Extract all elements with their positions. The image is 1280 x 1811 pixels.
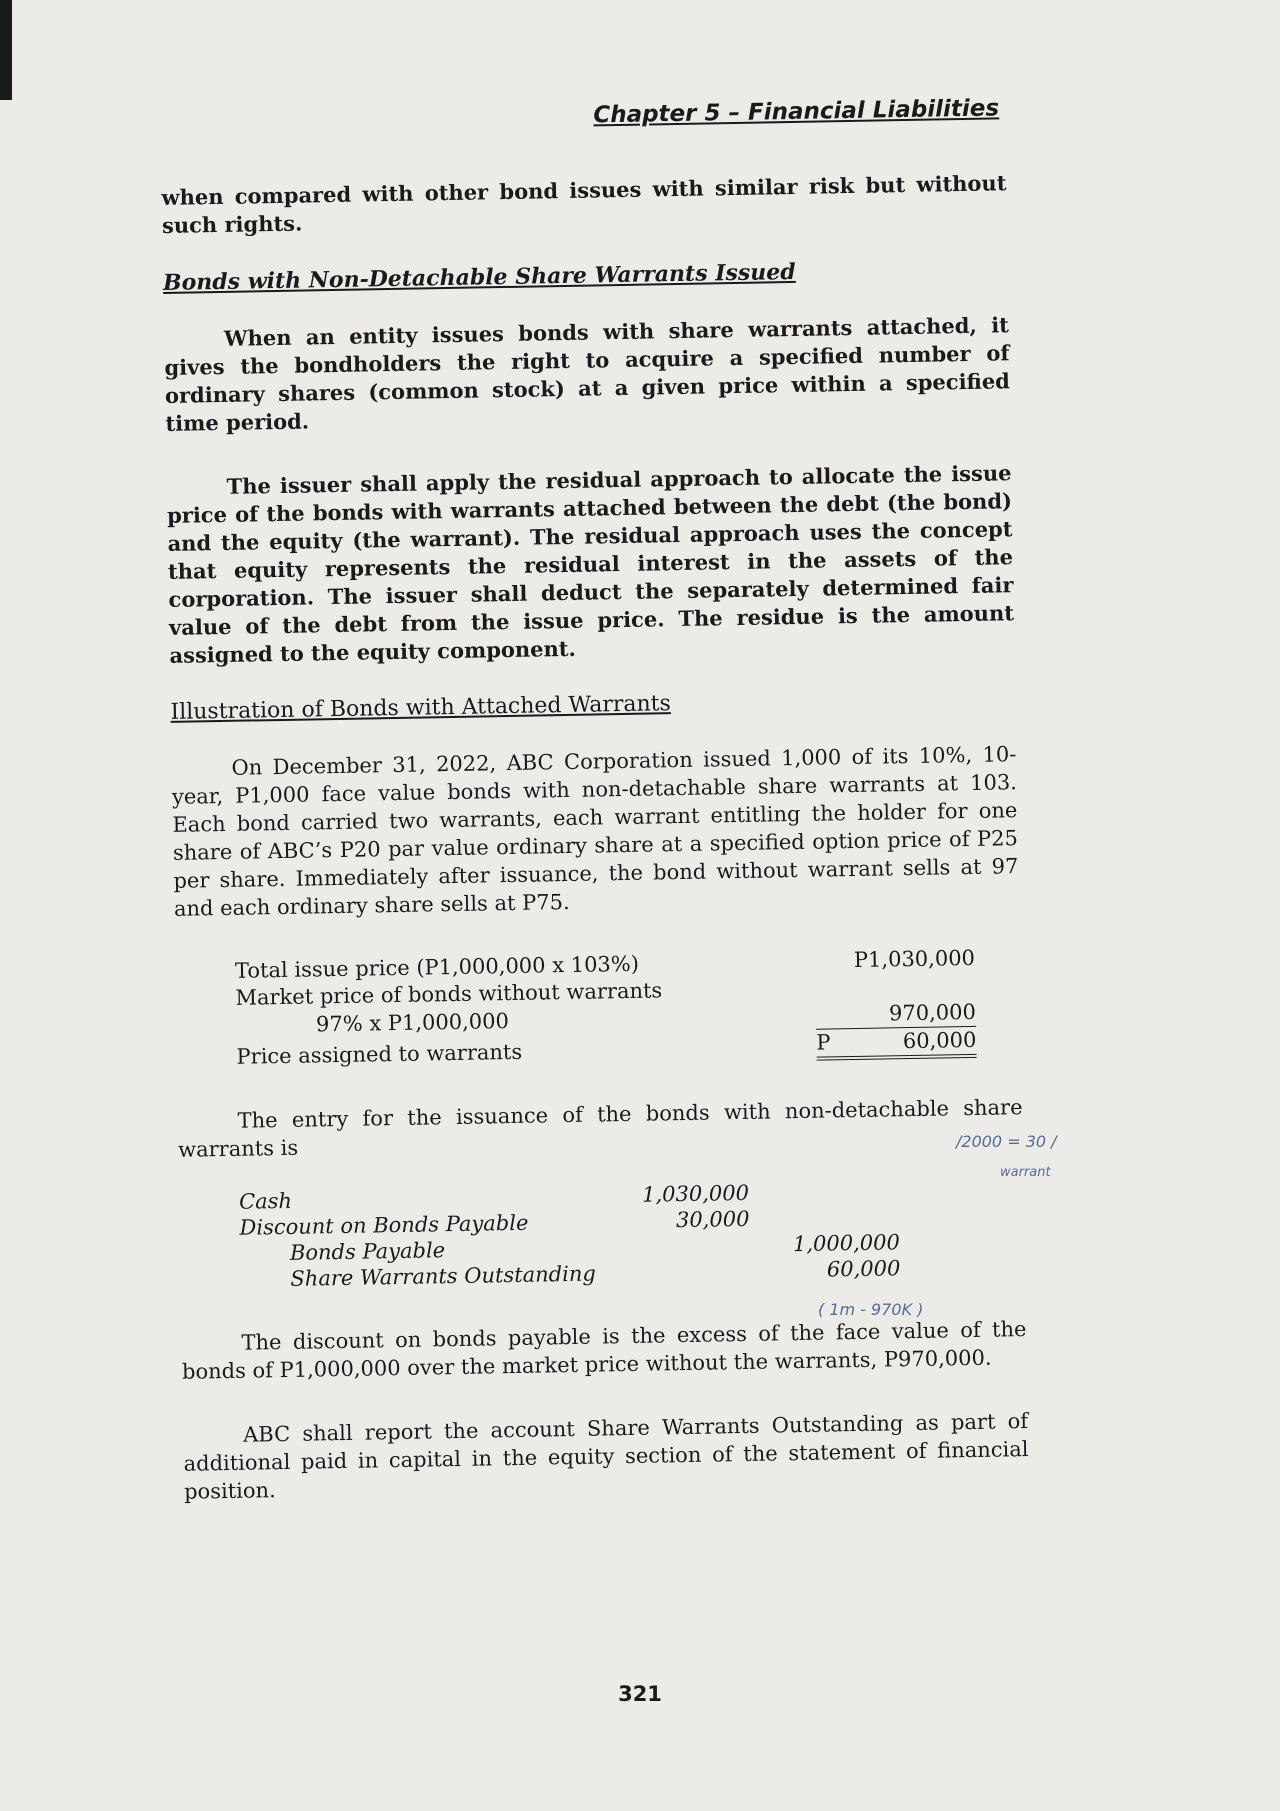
journal-account: Bonds Payable — [289, 1238, 446, 1265]
handwritten-note-discount-calc: ( 1m - 970K ) — [818, 1300, 924, 1319]
journal-account: Cash — [238, 1188, 293, 1214]
journal-debit: 1,030,000 — [641, 1180, 750, 1207]
journal-account: Discount on Bonds Payable — [239, 1210, 529, 1240]
paragraph-residual-approach: The issuer shall apply the residual approach to allocate the issue price of the bonds with warrants attached between the debt (the bond) and the equity (the warrant). The residual approach uses the concept that equity represents the residual interest in the assets of the corporation. The issuer shall deduct the separately determined fair value of the debt from the issue price. The residue is the amount assigned to the equity component. — [166, 460, 1015, 668]
paragraph-entry-intro: The entry for the issuance of the bonds with non-detachable share warrants is — [177, 1095, 1023, 1162]
comp-amount: P 60,000 — [816, 1027, 977, 1061]
comp-label: Price assigned to warrants — [236, 1039, 523, 1069]
comp-label: Total issue price (P1,000,000 x 103%) — [234, 951, 640, 983]
comp-amount: 970,000 — [816, 999, 976, 1030]
paragraph-reporting: ABC shall report the account Share Warrants Outstanding as part of additional paid in capital in the equity section of the statement of financial position. — [183, 1409, 1029, 1504]
journal-account: Share Warrants Outstanding — [290, 1261, 597, 1291]
intro-text: when compared with other bond issues with similar risk but without such rights. — [161, 170, 1007, 238]
paragraph-discount-explanation: The discount on bonds payable is the excess of the face value of the bonds of P1,000,000 over the market price without the warrants, P970,000. — [181, 1317, 1027, 1384]
comp-label: Market price of bonds without warrants — [235, 978, 663, 1010]
price-allocation-table — [235, 945, 977, 1071]
journal-credit: 60,000 — [826, 1256, 901, 1282]
section-heading-non-detachable: Bonds with Non-Detachable Share Warrants Issued — [162, 258, 796, 296]
handwritten-note-warrant: warrant — [1000, 1165, 1051, 1180]
page-content — [160, 95, 1029, 1506]
page-number: 321 — [618, 1682, 662, 1706]
journal-credit: 1,000,000 — [792, 1230, 901, 1257]
paragraph-warrants-definition: When an entity issues bonds with share warrants attached, it gives the bondholders the right to acquire a specified number of ordinary shares (common stock) at a given price within a specified time period. — [164, 312, 1011, 436]
chapter-header: Chapter 5 – Financial Liabilities — [593, 95, 1000, 129]
currency-prefix: P — [816, 1030, 831, 1055]
section-heading-illustration: Illustration of Bonds with Attached Warrants — [170, 691, 671, 725]
paragraph-illustration: On December 31, 2022, ABC Corporation issued 1,000 of its 10%, 10-year, P1,000 face value bonds with non-detachable share warrants at 103. Each bond carried two warrants, each warrant entitling the holder for one share of ABC’s P20 par value ordinary share at a specified option price of P25 per share. Immediately after issuance, the bond without warrant sells at 97 and each ordinary share sells at P75. — [171, 742, 1019, 921]
journal-entry — [239, 1177, 941, 1293]
comp-label: 97% x P1,000,000 — [315, 1009, 510, 1037]
journal-debit: 30,000 — [675, 1206, 750, 1233]
binding-shadow — [0, 0, 12, 100]
comp-amount: P1,030,000 — [853, 945, 976, 973]
handwritten-note-warrants-calc: /2000 = 30 / — [956, 1132, 1057, 1151]
